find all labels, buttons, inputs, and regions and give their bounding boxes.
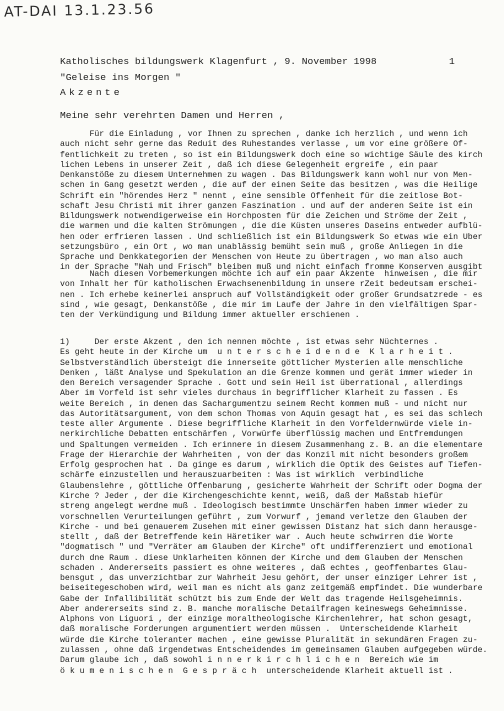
text-line: schaden . Andererseits passiert es ohne weiteres , daß echtes , geoffenbartes Glau- — [60, 563, 468, 573]
text-line: Aber im Vorfeld ist sehr vieles durchaus in begrifflicher Klarheit zu fassen . Es — [60, 389, 458, 399]
text-line: auch nicht sehr gerne das Reduit des Ruhestandes verlasse , um vor eine größere Öf- — [60, 140, 468, 150]
text-line: und Spaltungen vermeiden . Ich erinnere in diesem Zusammenhang z. B. an die elementare — [60, 440, 483, 450]
text-line: würde die Kirche toleranter machen , eine gewisse Pluralität in sekundären Fragen zu- — [60, 635, 478, 645]
text-line: sind , wie gesagt, Denkanstöße , die mir im Laufe der Jahre in den vielfältigen Spar- — [60, 300, 478, 310]
text-line: Darum glaube ich , daß sowohl i n n e r k i r c h l i c h e n Bereich wie im — [60, 656, 439, 666]
document-title: Akzente — [60, 87, 123, 98]
text-line: teste aller Argumente . Diese begriffliche Klarheit in den Vorfeldernwürde viele in- — [60, 420, 473, 430]
text-line: das Autoritätsargument, von dem schon Thomas von Aquin gesagt hat , es sei das schlech — [60, 409, 483, 419]
text-line: Denkanstöße zu diesem Unternehmen zu wagen . Das Bildungswerk kann wohl nur von Men- — [60, 171, 473, 181]
text-line: Schrift ein "hörendes Herz " nennt , eine sensible Offenheit für die zeitlose Bot- — [60, 191, 463, 201]
salutation: Meine sehr verehrten Damen und Herren , — [60, 110, 285, 121]
page-number: 1 — [449, 56, 455, 67]
text-line: den Bereich versagender Sprache . Gott und sein Heil ist überrational , allerdings — [60, 379, 463, 389]
text-line: fentlichkeit zu treten , so ist ein Bildungswerk doch eine so wichtige Säule des kirch — [60, 150, 483, 160]
text-line: Bildungswerk notwendigerweise ein Horchposten für die Zeichen und Ströme der Zeit , — [60, 212, 468, 222]
text-line: daß moralische Forderungen argumentiert werden müssen . Unterscheidende Klarheit — [60, 625, 458, 635]
text-line: durch dne Raum . diese Unklarheiten können der Kirche und dem Glauben der Menschen — [60, 553, 463, 563]
text-line: die warmen und die kalten Strömungen , die die Küsten unseres Daseins entweder aufblü- — [60, 222, 483, 232]
text-line: "dogmatisch " und "Verräter am Glauben der Kirche" oft undifferenziert und emotional — [60, 543, 473, 553]
text-line: Denken , läßt Analyse und Spekulation an die Grenze kommen und gerät immer wieder in — [60, 368, 473, 378]
text-line: Nach diesen Vorbemerkungen möchte ich auf ein paar Akzente hinweisen , die mir — [60, 270, 478, 279]
text-line: vorschnellen Verurteilungen geführt , zum Vorwurf , jemand verletze den Glauben der — [60, 512, 468, 522]
text-line: Kirche ? Jeder , der die Kirchengeschichte kennt, weiß, daß der Maßstab hiefür — [60, 491, 444, 501]
text-line: ten der Verkündigung und Bildung immer aktueller erschienen . — [60, 311, 360, 321]
text-line: 1) Der erste Akzent , den ich nennen möchte , ist etwas sehr Nüchternes . — [60, 338, 439, 347]
text-line: lichen Lebens in unserer Zeit , daß ich diese Gelegenheit ergreife , ein paar — [60, 160, 439, 170]
text-line: weite Bereich , in denen das Sachargumentzu seinem Recht kommen muß - und nicht nur — [60, 399, 468, 409]
text-line: stellt , daß der Betreffende kein Häretiker war . Auch heute schwirren die Worte — [60, 533, 454, 543]
text-line: Erfolg gesprochen hat . Da ginge es darum , wirklich die Optik des Geistes auf Tiefen- — [60, 461, 483, 471]
document-motto: "Geleise ins Morgen " — [60, 72, 181, 83]
text-line: in der Sprache "Nah und Frisch" bleiben muß und nicht einfach fromme Konserven ausgibt — [60, 263, 483, 273]
document-header-line: Katholisches bildungswerk Klagenfurt , 9. November 1998 — [60, 56, 377, 67]
text-line: bensgut , das unverzichtbar zur Wahrheit Jesu gehört, der unser einziger Lehrer ist , — [60, 574, 478, 584]
text-line: beiseitegeschoben wird, weil man es nicht als ganz zeitgemäß empfindet. Die wunderbare — [60, 584, 483, 594]
text-line: Es geht heute in der Kirche um u n t e r s c h e i d e n d e K l a r h e i t . — [60, 348, 454, 358]
text-line: von Inhalt her für katholischen Erwachsenenbildung in unsere rZeit bedeutsam erschei- — [60, 280, 478, 290]
text-line: nen . Ich erhebe keinerlei anspruch auf Vollständigkeit oder großer Grundsatzrede - es — [60, 290, 483, 300]
text-line: Für die Einladung , vor Ihnen zu sprechen , danke ich herzlich , und wenn ich — [60, 130, 468, 139]
text-line: Gabe der Infallibilität schützt bis zum Ende der Welt das tragende Heilsgeheimnis. — [60, 594, 463, 604]
text-line: streng angelegt werdne muß . Ideologisch bestimmte Unschärfen haben immer wieder zu — [60, 502, 468, 512]
text-line: Alphons von Liguori , der einzige moraltheologische Kirchenlehrer, hat schon gesagt, — [60, 615, 473, 625]
text-line: schen in Gang gesetzt werden , die auf der einen Seite das besitzen , was die Heilige — [60, 181, 478, 191]
text-line: zulassen , ohne daß irgendetwas Entscheidendes im gemeinsamen Glauben aufgegeben würde. — [60, 645, 488, 655]
text-line: nerkirchliche Debatten entschärfen , Vorwürfe überflüssig machen und Entfremdungen — [60, 430, 463, 440]
text-line: schärfe einzustellen und herauszuarbeiten : Was ist wirklich verbindliche — [60, 471, 424, 481]
text-line: Sprache und Denkkategorien der Menschen von Heute zu übertragen , wo man also auch — [60, 253, 463, 263]
paragraph-preliminary-remarks — [60, 270, 504, 321]
text-line: Glaubenslehre , göttliche Offenbarung , gesicherte Wahrheit der Schrift oder Dogma der — [60, 481, 483, 491]
text-line: Selbstverständlich übersteigt die innerseite göttlicher Mysterien alle menschliche — [60, 358, 463, 368]
text-line: ö k u m e n i s c h e n G e s p r ä c h unterscheidende Klarheit aktuell ist . — [60, 666, 454, 676]
text-line: schaft Jesu Christi mit ihrer ganzen Faszination . und auf der anderen Seite ist ein — [60, 201, 473, 211]
text-line: setzungsbüro , ein Ort , wo man unablässig bemüht sein muß , große Anliegen in die — [60, 242, 463, 252]
paragraph-first-accent — [60, 338, 504, 677]
text-line: hen oder erfrieren lassen . Und schließlich ist ein Bildungswerk So etwas wie ein Über — [60, 232, 483, 242]
archive-reference-mark: AT-DAI 13.1.23.56 — [3, 1, 155, 21]
text-line: Kirche - und bei genauerem Zusehen mit einer gewissen Distanz hat sich dann herausge- — [60, 522, 478, 532]
text-line: Frage der Hierarchie der Wahrheiten , von der das Konzil mit nicht besonders großem — [60, 450, 468, 460]
text-line: Aber andererseits sind z. B. manche moralische Detailfragen keineswegs Geheimnisse. — [60, 604, 468, 614]
paragraph-introduction — [60, 130, 504, 274]
